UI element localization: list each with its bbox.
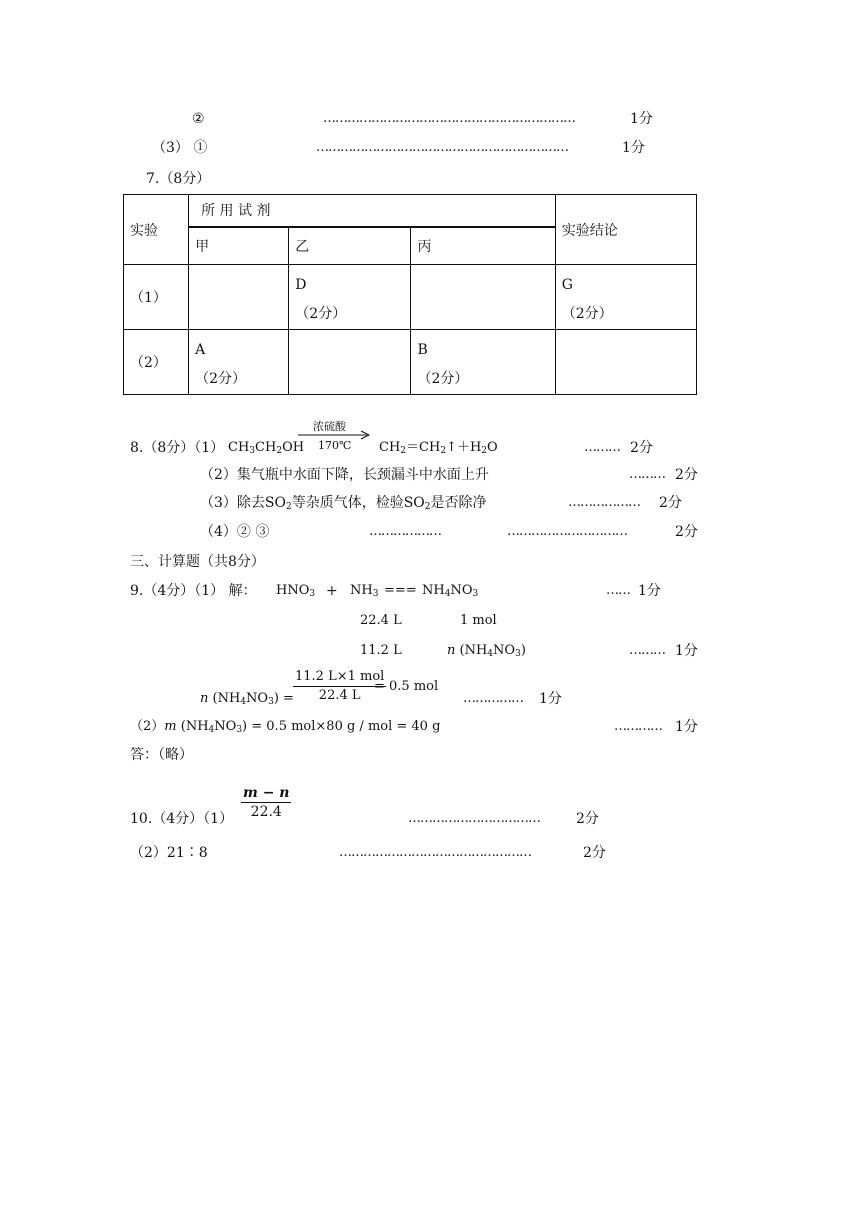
header-yi: 乙 <box>289 227 411 265</box>
q8-arrow-top-label: 浓硫酸 <box>313 420 346 433</box>
row1-yi-score: （2分） <box>295 306 347 322</box>
q8-part4: （4）② ③ <box>200 524 270 540</box>
q7-answer-table <box>123 194 697 395</box>
row1-bing <box>411 265 555 330</box>
q9-fraction-result: = 0.5 mol <box>374 679 439 694</box>
q8-arrow-bottom-label: 170℃ <box>318 439 352 452</box>
q9-score-4: 1分 <box>539 691 562 707</box>
q8-dots-1: ……… <box>584 440 620 455</box>
row2-label: （2） <box>124 330 189 395</box>
item-2-score: 1分 <box>630 111 653 127</box>
q9-score-1: 1分 <box>638 583 661 599</box>
q8-score-2: 2分 <box>675 467 698 483</box>
q9-score-5: 1分 <box>675 719 698 735</box>
q9-nh3: $NH_3$ <box>350 583 379 599</box>
q9-equals: === <box>384 583 417 598</box>
q10-fraction-numerator: m − n <box>243 785 290 801</box>
item-2-label: ② <box>192 111 205 127</box>
q9-row3-n: n $(NH_4NO_3)$ <box>447 643 526 659</box>
q9-nh4no3: $NH_4NO_3$ <box>422 583 479 599</box>
q9-n-expression: n $(NH_4NO_3)$ = <box>200 691 294 707</box>
q7-title: 7.（8分） <box>146 171 211 187</box>
q8-prefix: 8.（8分）（1） <box>130 440 225 456</box>
q8-score-4: 2分 <box>675 524 698 540</box>
header-bing: 丙 <box>411 227 555 265</box>
q9-score-3: 1分 <box>675 643 698 659</box>
q9-row2-mol: 1 mol <box>460 613 497 628</box>
row1-label: （1） <box>124 265 189 330</box>
q8-dots-2: ……… <box>629 467 665 482</box>
q8-part2: （2）集气瓶中水面下降，长颈漏斗中水面上升 <box>200 467 489 483</box>
q8-part3-b: 等杂质气体，检验SO <box>291 495 425 511</box>
header-experiment: 实验 <box>124 195 189 265</box>
q8-part3: （3）除去$SO_2$等杂质气体，检验$SO_2$是否除净 <box>200 495 487 512</box>
q8-dots-4b: ………………………… <box>507 524 627 539</box>
q9-row2-volume: 22.4 L <box>360 613 402 628</box>
q3-dots: ……………………………………………………… <box>316 140 568 155</box>
q9-fraction-numerator: 11.2 L×1 mol <box>293 668 386 687</box>
row2-bing <box>411 330 555 395</box>
row2-conclusion <box>555 330 696 395</box>
q9-dots-1: …… <box>606 583 630 598</box>
q9-prefix: 9.（4分）（1） 解： <box>130 583 257 599</box>
q10-dots-2: ………………………………………… <box>339 845 531 860</box>
q10-score-2: 2分 <box>583 845 606 861</box>
q8-score-1: 2分 <box>630 440 653 456</box>
q9-answer: 答：（略） <box>130 747 193 763</box>
q8-part3-c: 是否除净 <box>430 495 487 511</box>
row1-yi <box>289 265 411 330</box>
q8-dots-4a: ……………… <box>369 524 441 539</box>
q9-hno3: $HNO_3$ <box>276 583 316 599</box>
q10-score-1: 2分 <box>576 811 599 827</box>
q3-label: （3） ① <box>152 140 208 156</box>
q8-products: $CH_2=CH_2↑+H_2O$ <box>379 440 498 456</box>
q10-fraction-denominator: 22.4 <box>250 804 282 820</box>
row2-jia-letter: A <box>195 342 206 358</box>
q10-prefix: 10.（4分）（1） <box>130 811 234 827</box>
q8-reactant: $CH_3CH_2OH$ <box>228 440 305 456</box>
header-jia: 甲 <box>189 227 289 265</box>
q9-dots-4: …………… <box>463 691 523 706</box>
q8-score-3: 2分 <box>659 495 682 511</box>
q8-dots-3: ……………… <box>568 495 640 510</box>
row2-bing-score: （2分） <box>417 371 469 387</box>
q9-plus: + <box>326 583 338 599</box>
q9-dots-5: ………… <box>614 719 662 734</box>
q9-dots-3: ……… <box>629 643 665 658</box>
q9-row3-volume: 11.2 L <box>360 643 402 658</box>
q10-dots-1: …………………………… <box>408 811 540 826</box>
row2-bing-letter: B <box>417 342 428 358</box>
q9-fraction <box>293 668 386 705</box>
row1-conclusion <box>555 265 696 330</box>
section-3-title: 三、计算题（共8分） <box>130 554 265 570</box>
item-2-dots: ……………………………………………………… <box>323 111 575 126</box>
q3-score: 1分 <box>622 140 645 156</box>
row2-jia <box>189 330 289 395</box>
row1-conclusion-score: （2分） <box>561 306 613 322</box>
row1-yi-letter: D <box>295 277 307 293</box>
q9-part2: （2）m $(NH_4NO_3) = 0.5$ mol×80 g / mol = 40 g <box>130 719 441 735</box>
header-reagents: 所 用 试 剂 <box>189 195 556 227</box>
q10-part2: （2）21∶8 <box>130 845 208 861</box>
row1-jia <box>189 265 289 330</box>
header-conclusion: 实验结论 <box>555 195 696 265</box>
row2-yi <box>289 330 411 395</box>
q9-fraction-denominator: 22.4 L <box>318 688 361 703</box>
row2-jia-score: （2分） <box>195 371 247 387</box>
q8-part3-a: （3）除去SO <box>200 495 286 511</box>
q10-fraction <box>241 784 291 821</box>
row1-conclusion-letter: G <box>561 277 573 293</box>
